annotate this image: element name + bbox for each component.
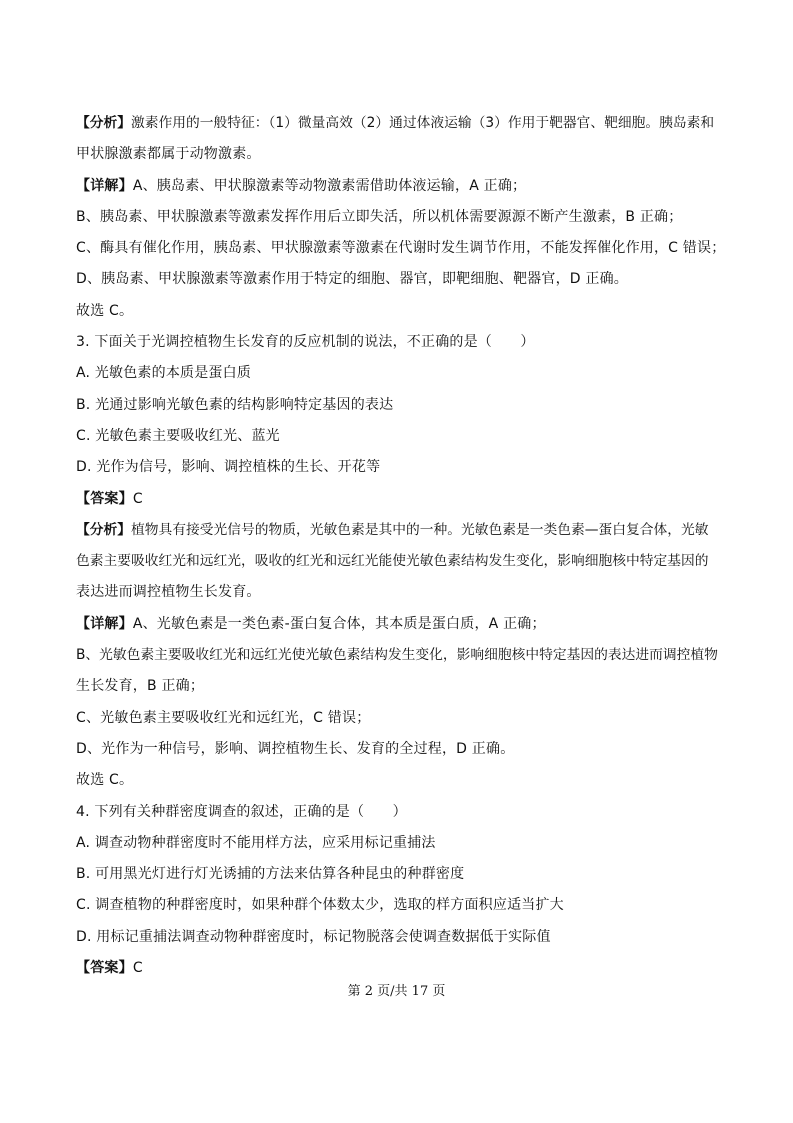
q3-analysis-line3: 表达进而调控植物生长发育。 <box>76 584 261 601</box>
q3-conclusion: 故选 C。 <box>76 772 134 789</box>
q2-analysis-line1 <box>76 108 726 139</box>
q4-option-c: C. 调查植物的种群密度时，如果种群个体数太少，选取的样方面积应适当扩大 <box>76 897 564 914</box>
q3-answer <box>76 484 726 515</box>
page-content <box>76 108 726 984</box>
detail-tag: 【详解】 <box>76 177 133 194</box>
q3-detail-c: C、光敏色素主要吸收红光和远红光，C 错误； <box>76 709 371 726</box>
q2-analysis-line2: 甲状腺激素都属于动物激素。 <box>76 146 261 163</box>
q3-option-c: C. 光敏色素主要吸收红光、蓝光 <box>76 427 280 444</box>
q2-conclusion: 故选 C。 <box>76 302 134 319</box>
q3-detail-a <box>76 609 726 640</box>
answer-value: C <box>132 960 143 977</box>
analysis-text: 植物具有接受光信号的物质，光敏色素是其中的一种。光敏色素是一类色素—蛋白复合体，光敏 <box>131 521 709 538</box>
q4-option-b: B. 可用黑光灯进行灯光诱捕的方法来估算各种昆虫的种群密度 <box>76 866 465 883</box>
answer-value: C <box>132 490 143 507</box>
q3-analysis-line2: 色素主要吸收红光和远红光，吸收的红光和远红光能使光敏色素结构发生变化，影响细胞核中特定基因的 <box>76 553 709 570</box>
q4-question: 4. 下列有关种群密度调查的叙述，正确的是（ ） <box>76 803 407 820</box>
q3-detail-b-line2: 生长发育，B 正确； <box>76 678 205 695</box>
q3-option-a: A. 光敏色素的本质是蛋白质 <box>76 365 252 382</box>
detail-text: A、胰岛素、甲状腺激素等动物激素需借助体液运输，A 正确； <box>132 177 527 194</box>
answer-tag: 【答案】 <box>76 960 133 977</box>
q3-question: 3. 下面关于光调控植物生长发育的反应机制的说法，不正确的是（ ） <box>76 334 535 351</box>
answer-tag: 【答案】 <box>76 490 133 507</box>
q3-detail-b-line1: B、光敏色素主要吸收红光和远红光使光敏色素结构发生变化，影响细胞核中特定基因的表达进而调控植物 <box>76 647 718 664</box>
analysis-text: 激素作用的一般特征：（1）微量高效（2）通过体液运输（3）作用于靶器官、靶细胞。胰岛素和 <box>131 115 715 131</box>
q3-detail-d: D、光作为一种信号，影响、调控植物生长、发育的全过程，D 正确。 <box>76 740 515 757</box>
detail-tag: 【详解】 <box>76 615 133 632</box>
q4-option-d: D. 用标记重捕法调查动物种群密度时，标记物脱落会使调查数据低于实际值 <box>76 928 551 945</box>
analysis-tag: 【分析】 <box>76 521 132 538</box>
page-number: 第 2 页/共 17 页 <box>347 984 446 999</box>
q3-option-d: D. 光作为信号，影响、调控植株的生长、开花等 <box>76 459 381 476</box>
q2-detail-d: D、胰岛素、甲状腺激素等激素作用于特定的细胞、器官，即靶细胞、靶器官，D 正确。 <box>76 271 629 288</box>
detail-text: A、光敏色素是一类色素-蛋白复合体，其本质是蛋白质，A 正确； <box>132 615 546 632</box>
page-footer <box>0 980 793 999</box>
q4-option-a: A. 调查动物种群密度时不能用样方法，应采用标记重捕法 <box>76 834 436 851</box>
q2-detail-a <box>76 171 726 202</box>
q2-detail-c: C、酶具有催化作用，胰岛素、甲状腺激素等激素在代谢时发生调节作用，不能发挥催化作用，C 错误； <box>76 240 726 257</box>
analysis-tag: 【分析】 <box>76 115 132 131</box>
q3-option-b: B. 光通过影响光敏色素的结构影响特定基因的表达 <box>76 396 394 413</box>
q3-analysis-line1 <box>76 515 726 546</box>
q2-detail-b: B、胰岛素、甲状腺激素等激素发挥作用后立即失活，所以机体需要源源不断产生激素，B 正确； <box>76 208 683 225</box>
